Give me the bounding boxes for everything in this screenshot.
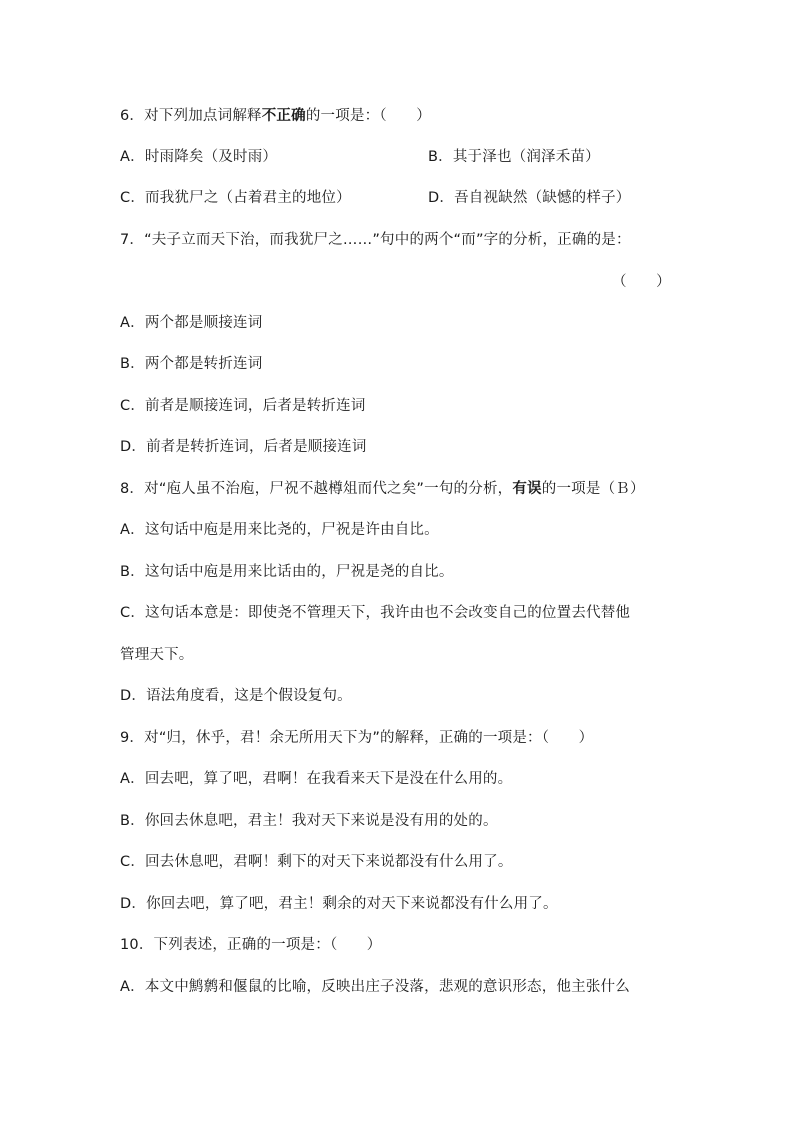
q6-stem <box>120 106 431 126</box>
q6-stem-post: 的一项是：（ ） <box>305 108 431 124</box>
q8-option-d: D．语法角度看，这是个假设复句。 <box>120 688 352 704</box>
q6-stem-bold: 不正确 <box>261 108 306 124</box>
q8-option-c: C．这句话本意是：即使尧不管理天下，我许由也不会改变自己的位置去代替他 <box>120 605 631 621</box>
q9-stem: 9．对“归，休乎，君！余无所用天下为”的解释，正确的一项是：（ ） <box>120 730 594 746</box>
q6-stem-pre: 6．对下列加点词解释 <box>120 108 262 124</box>
q8-option-a: A．这句话中庖是用来比尧的，尸祝是许由自比。 <box>120 522 439 538</box>
q9-option-b: B．你回去休息吧，君主！我对天下来说是没有用的处的。 <box>120 813 498 829</box>
q8-stem-pre: 8．对“庖人虽不治庖，尸祝不越樽俎而代之矣”一句的分析， <box>120 481 513 497</box>
q9-option-c: C．回去休息吧，君啊！剩下的对天下来说都没有什么用了。 <box>120 854 513 870</box>
q9-option-d: D．你回去吧，算了吧，君主！剩余的对天下来说都没有什么用了。 <box>120 896 558 912</box>
q6-option-a: A．时雨降矣（及时雨） <box>120 149 278 165</box>
q9-option-a: A．回去吧，算了吧，君啊！在我看来天下是没在什么用的。 <box>120 771 513 787</box>
q8-stem-bold: 有误 <box>512 481 542 497</box>
q10-stem: 10．下列表述，正确的一项是：（ ） <box>120 937 382 953</box>
q8-option-b: B．这句话中庖是用来比话由的，尸祝是尧的自比。 <box>120 564 454 580</box>
q7-answer-bracket: （ ） <box>612 274 671 290</box>
q6-option-d: D．吾自视缺然（缺憾的样子） <box>428 190 631 206</box>
q7-option-d: D．前者是转折连词，后者是顺接连词 <box>120 439 367 455</box>
q8-stem <box>120 479 645 499</box>
q8-option-c-continued: 管理天下。 <box>120 647 194 663</box>
q7-stem: 7．“夫子立而天下治，而我犹尸之……”句中的两个“而”字的分析，正确的是： <box>120 232 631 248</box>
q7-option-a: A．两个都是顺接连词 <box>120 315 263 331</box>
q7-option-b: B．两个都是转折连词 <box>120 356 263 372</box>
q6-option-c: C．而我犹尸之（占着君主的地位） <box>120 190 351 206</box>
q7-option-c: C．前者是顺接连词，后者是转折连词 <box>120 398 366 414</box>
q8-stem-post: 的一项是（Ｂ） <box>541 481 645 497</box>
q6-option-b: B．其于泽也（润泽禾苗） <box>428 149 600 165</box>
q10-option-a: A．本文中鹪鹩和偃鼠的比喻，反映出庄子没落，悲观的意识形态，他主张什么 <box>120 979 630 995</box>
